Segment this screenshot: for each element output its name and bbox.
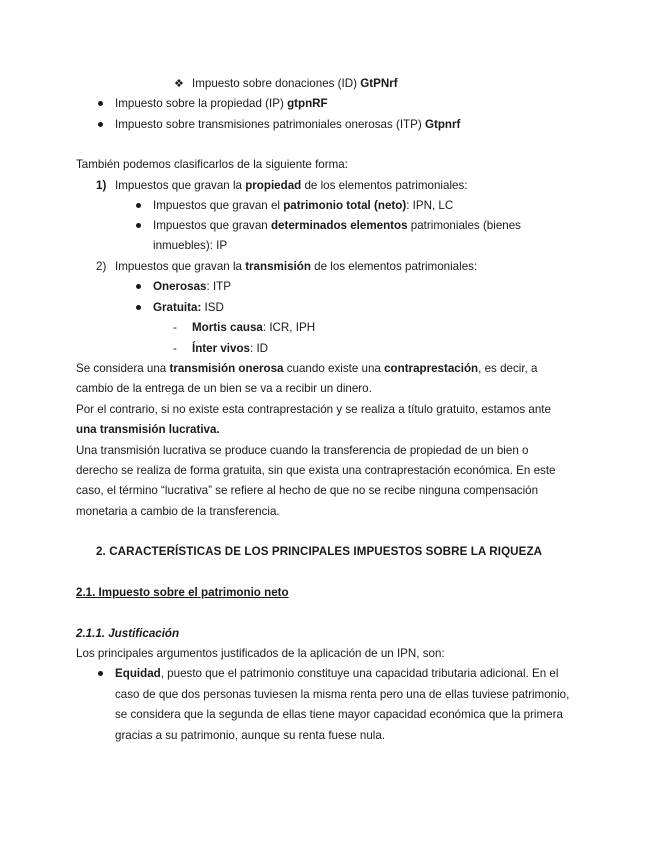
bullet-icon [96, 96, 104, 112]
item-number: 1) [96, 179, 107, 192]
bullet-icon [134, 198, 142, 214]
item-text: Impuesto sobre la propiedad (IP) [115, 97, 288, 110]
item-number: 2) [96, 260, 107, 273]
bullet-icon [134, 279, 142, 295]
bullet-icon [134, 218, 142, 234]
dash-bullet: - [173, 321, 177, 334]
item-text: Impuesto sobre donaciones (ID) [192, 77, 361, 90]
diamond-bullet-icon: ❖ [174, 78, 184, 90]
document-page: ❖ Impuesto sobre donaciones (ID) GtPNrf Impuesto sobre la propiedad (IP) gtpnRF Impuesto sobre transmisiones patrimoniales onerosas (ITP) Gtpnrf También podemos clasificarlos de la siguiente forma: 1) Impuestos que gravan la propiedad de los elementos patrimoniales: Impuestos que gravan el patrimonio total (neto): IPN, LC Impuestos que gravan determinados elementos patrimoniales (bienes inmuebles): IP 2) Impuestos que gravan la transmisión de los elementos patrimoniales: Onerosas: ITP Gratuita: ISD - Mortis causa: ICR, IPH - Ínter vivos: ID Se considera una transmisión onerosa cuando existe una contraprestación, es decir, a cambio de la entrega de un bien se va a recibir un dinero. Por el contrario, si no existe esta contraprestación y se realiza a título gratuito, estamos ante una transmisión lucrativa. Una transmisión lucrativa se produce cuando la transferencia de propiedad de un bien o derecho se realiza de forma gratuita, sin que exista una contraprestación económica. En este caso, el término “lucrativa” se refiere al hecho de que no se recibe ninguna compensación monetaria a cambio de la transferencia. 2. CARACTERÍSTICAS DE LOS PRINCIPALES IMPUESTOS SOBRE LA RIQUEZA 2.1. Impuesto sobre el patrimonio neto 2.1.1. Justificación Los principales argumentos justificados de la aplicación de un IPN, son: Equidad, puesto que el patrimonio constituye una capacidad tributaria adicional. En el caso de que dos personas tuviesen la misma renta pero una de ellas tuviese patrimonio, se considera que la segunda de ellas tiene mayor capacidad económica que la primera gracias a su patrimonio, aunque su renta fuese nula. [76, 77, 570, 742]
item-code: GtPNrf [360, 77, 398, 90]
bullet-icon [96, 117, 104, 133]
bullet-icon [96, 666, 104, 682]
item-code: gtpnRF [287, 97, 328, 110]
bullet-icon [134, 300, 142, 316]
dash-bullet: - [173, 342, 177, 355]
item-text: Impuesto sobre transmisiones patrimoniales onerosas (ITP) [115, 118, 425, 131]
item-code: Gtpnrf [424, 118, 461, 131]
